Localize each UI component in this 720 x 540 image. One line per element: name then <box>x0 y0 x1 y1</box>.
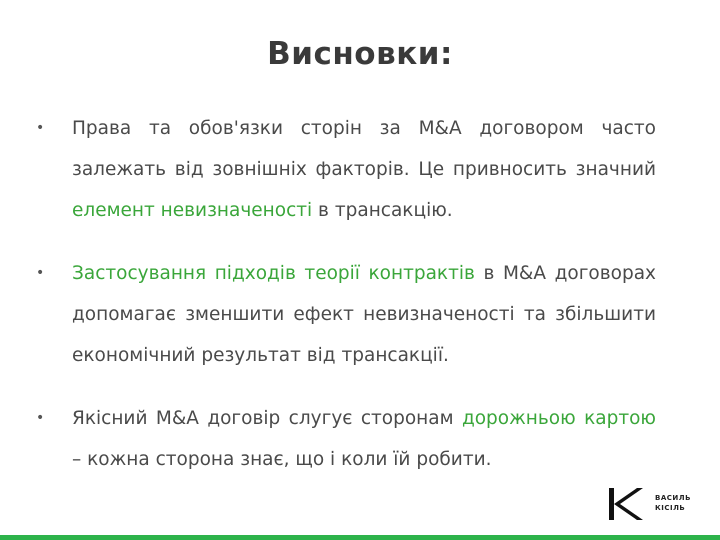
logo-line-2: КІСІЛЬ <box>655 504 686 512</box>
bullet-text <box>72 118 656 221</box>
slide-title: Висновки: <box>267 36 453 72</box>
logo-line-1: ВАСИЛЬ <box>655 494 691 502</box>
bullet-text <box>72 408 656 470</box>
bullet-dot-icon: • <box>36 265 45 281</box>
text-segment: в M&A договорах допомагає зменшити ефект невизначеності та збільшити економічний результат від трансакції. <box>72 263 656 366</box>
bullet-dot-icon: • <box>36 410 45 426</box>
highlight-segment: Застосування підходів теорії контрактів <box>72 263 475 284</box>
logo-wordmark <box>655 493 691 513</box>
text-segment: – кожна сторона знає, що і коли їй робити. <box>72 449 492 470</box>
bullet-item-3 <box>36 398 656 480</box>
bullet-list <box>36 108 656 480</box>
text-segment: в трансакцію. <box>312 200 453 221</box>
highlight-segment: елемент невизначеності <box>72 200 313 221</box>
bullet-item-1 <box>36 108 656 231</box>
bullet-text <box>72 263 656 366</box>
highlight-segment: дорожньою картою <box>461 408 656 429</box>
bullet-dot-icon: • <box>36 120 45 136</box>
text-segment: Права та обов'язки сторін за M&A договором часто залежать від зовнішніх факторів. Це привносить значний <box>72 118 656 180</box>
text-segment: Якісний M&A договір слугує сторонам <box>72 408 462 429</box>
bottom-accent-bar <box>0 535 720 540</box>
bullet-item-2 <box>36 253 656 376</box>
